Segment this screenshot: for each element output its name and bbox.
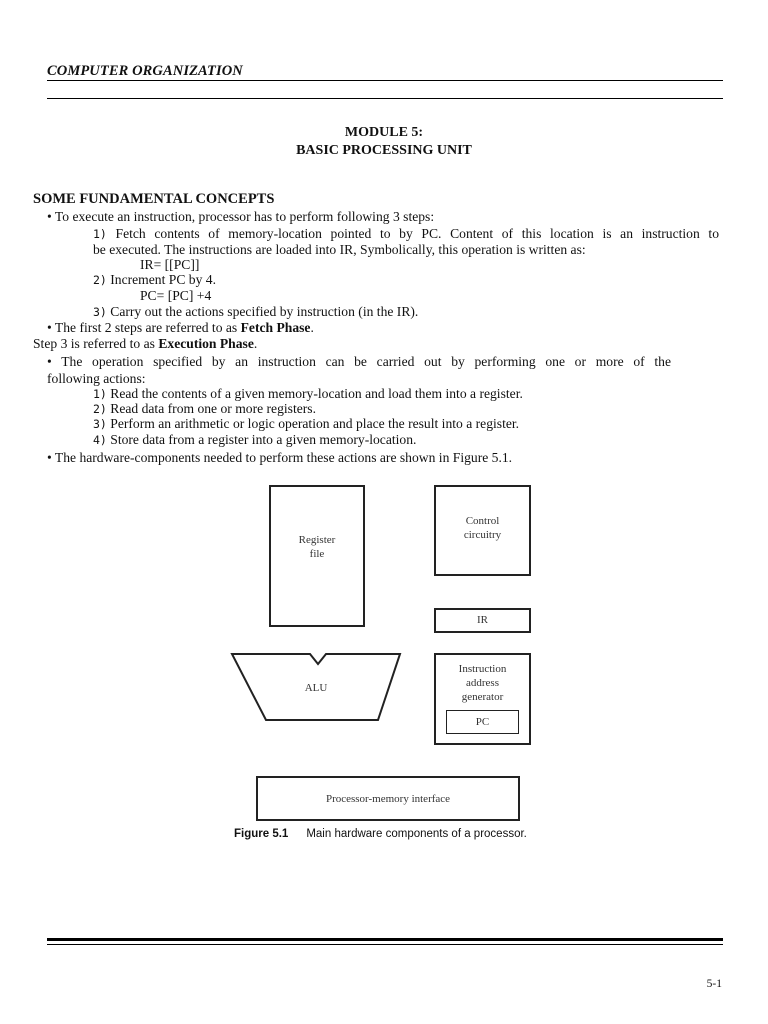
step-3-note-text: Step 3 is referred to as: [33, 336, 159, 351]
action-1-number: 1): [93, 387, 107, 401]
fetch-phase-term: Fetch Phase: [240, 320, 311, 335]
step-1-text: Fetch contents of memory-location pointed to by PC. Content of this location is an instruction to: [115, 226, 719, 241]
step-1-line-1: [93, 226, 719, 242]
step-3-text: Carry out the actions specified by instruction (in the IR).: [110, 304, 419, 319]
step-3-number: 3): [93, 305, 107, 319]
bullet-2: [47, 320, 314, 336]
register-file-label: [269, 533, 365, 561]
action-2-text: Read data from one or more registers.: [110, 401, 316, 416]
action-1-text: Read the contents of a given memory-location and load them into a register.: [110, 386, 523, 401]
running-header: COMPUTER ORGANIZATION: [47, 63, 243, 79]
bullet-3-line-1: [47, 354, 671, 370]
register-file-label-line-2: file: [309, 548, 325, 560]
step-3: [93, 304, 418, 320]
control-label-line-2: circuitry: [463, 529, 502, 541]
control-label-line-1: Control: [465, 515, 500, 527]
bullet-3-text: • The operation specified by an instruction can be carried out by performing one or more of the: [47, 354, 671, 369]
alu-label: ALU: [304, 682, 328, 694]
step-1-equation: IR= [[PC]]: [140, 257, 200, 272]
figure-caption: [234, 828, 527, 840]
iag-label-line-2: address: [466, 677, 499, 689]
instruction-address-generator-label: [434, 662, 531, 704]
execution-phase-term: Execution Phase: [158, 336, 254, 351]
module-title: [0, 124, 768, 160]
control-circuitry-label: [434, 514, 531, 542]
bullet-1: • To execute an instruction, processor has to perform following 3 steps:: [47, 209, 435, 224]
action-2: [93, 401, 316, 417]
footer-rule-thick: [47, 938, 723, 941]
iag-label-line-1: Instruction: [458, 663, 507, 675]
module-number: MODULE 5:: [344, 125, 424, 140]
action-2-number: 2): [93, 402, 107, 416]
step-2: [93, 272, 216, 288]
header-rule-top: [47, 80, 723, 81]
module-name: BASIC PROCESSING UNIT: [296, 143, 472, 158]
step-2-text: Increment PC by 4.: [110, 272, 216, 287]
bullet-2-period: .: [310, 320, 314, 335]
step-2-number: 2): [93, 273, 107, 287]
section-heading: SOME FUNDAMENTAL CONCEPTS: [33, 191, 275, 207]
iag-label-line-3: generator: [461, 691, 504, 703]
action-4-number: 4): [93, 433, 107, 447]
action-4: [93, 432, 416, 448]
figure-caption-text: Main hardware components of a processor.: [306, 828, 527, 840]
action-3: [93, 416, 519, 432]
step-1-number: 1): [93, 227, 107, 241]
action-1: [93, 386, 523, 402]
header-rule-bottom: [47, 98, 723, 99]
register-file-label-line-1: Register: [298, 534, 336, 546]
step-3-note: [33, 336, 257, 352]
page-number: 5-1: [706, 978, 722, 990]
step-2-equation: PC= [PC] +4: [140, 288, 212, 303]
action-3-text: Perform an arithmetic or logic operation and place the result into a register.: [110, 416, 520, 431]
action-4-text: Store data from a register into a given memory-location.: [110, 432, 417, 447]
ir-label: IR: [477, 614, 488, 626]
pc-label: PC: [475, 716, 490, 728]
action-3-number: 3): [93, 417, 107, 431]
step-1-line-2: be executed. The instructions are loaded into IR, Symbolically, this operation is written as:: [93, 242, 586, 257]
bullet-2-text: • The first 2 steps are referred to as: [47, 320, 241, 335]
bullet-3-line-2: following actions:: [47, 371, 146, 386]
bullet-4: • The hardware-components needed to perform these actions are shown in Figure 5.1.: [47, 450, 513, 465]
footer-rule-thin: [47, 944, 723, 945]
step-3-note-period: .: [253, 336, 258, 351]
figure-number: Figure 5.1: [234, 828, 289, 840]
processor-memory-interface-label: Processor-memory interface: [325, 793, 451, 805]
